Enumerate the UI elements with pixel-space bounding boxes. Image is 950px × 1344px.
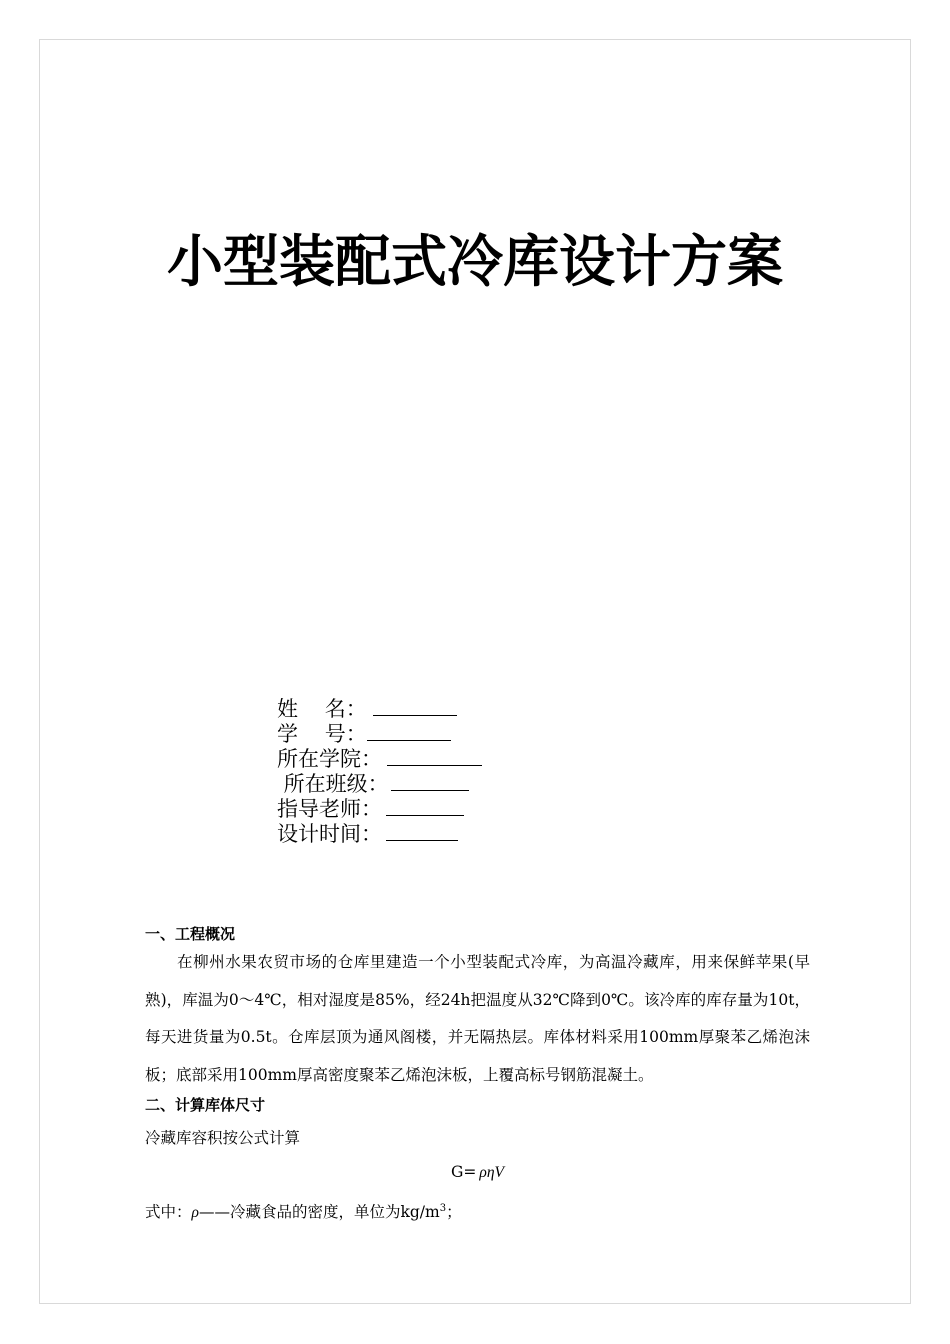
formula-prefix: G= <box>451 1163 477 1181</box>
info-row-student-id <box>277 722 482 747</box>
info-row-name <box>277 697 482 722</box>
fill-in-blank[interactable] <box>386 822 458 841</box>
formula-vars: ρηV <box>479 1164 504 1181</box>
info-row-design-time <box>277 822 482 847</box>
formula-definition <box>145 1197 810 1225</box>
info-label: 姓 名： <box>277 697 367 721</box>
fill-in-blank[interactable] <box>367 722 451 741</box>
cover-info-block <box>277 697 482 847</box>
overview-paragraph: 在柳州水果农贸市场的仓库里建造一个小型装配式冷库，为高温冷藏库，用来保鲜苹果(早熟)，库温为0～4℃，相对湿度是85%，经24h把温度从32℃降到0℃。该冷库的库存量为10t，每天进货量为0.5t。仓库层顶为通风阁楼，并无隔热层。库体材料采用100mm厚聚苯乙烯泡沫板；底部采用100mm厚高密度聚苯乙烯泡沫板，上覆高标号钢筋混凝土。 <box>145 953 810 1084</box>
info-label: 设计时间： <box>277 822 382 846</box>
info-label: 指导老师： <box>277 797 382 821</box>
info-row-advisor <box>277 797 482 822</box>
def-symbol: ρ <box>191 1204 199 1222</box>
info-row-college <box>277 747 482 772</box>
formula <box>145 1160 810 1185</box>
section-heading: 一、工程概况 <box>145 925 236 943</box>
def-prefix: 式中： <box>145 1203 192 1222</box>
def-text: ——冷藏食品的密度，单位为kg/m <box>198 1203 440 1222</box>
info-label: 学 号： <box>277 722 367 746</box>
section-heading: 二、计算库体尺寸 <box>145 1096 266 1114</box>
def-sup: 3 <box>439 1203 447 1214</box>
formula-intro: 冷藏库容积按公式计算 <box>145 1129 301 1147</box>
document-title: 小型装配式冷库设计方案 <box>167 230 783 295</box>
info-label: 所在学院： <box>277 747 382 771</box>
fill-in-blank[interactable] <box>386 797 464 816</box>
def-end: ； <box>446 1203 462 1222</box>
fill-in-blank[interactable] <box>391 772 469 791</box>
fill-in-blank[interactable] <box>373 697 457 716</box>
fill-in-blank[interactable] <box>387 747 482 766</box>
section-overview <box>145 922 810 1094</box>
section-dimensions <box>145 1092 810 1225</box>
info-row-class <box>277 772 482 797</box>
info-label: 所在班级： <box>277 772 389 796</box>
